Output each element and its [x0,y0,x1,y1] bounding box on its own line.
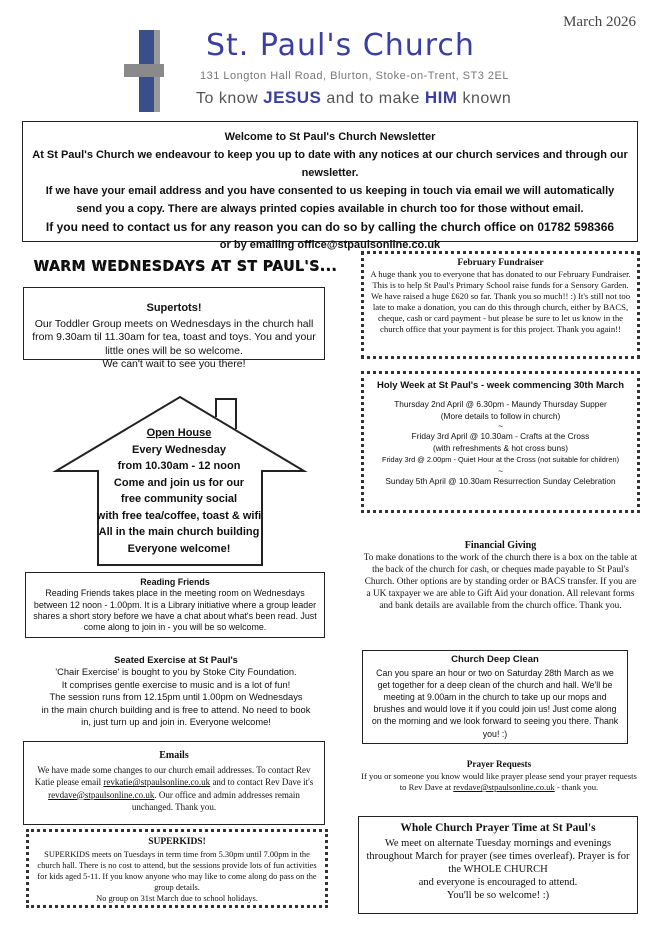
welcome-title: Welcome to St Paul's Church Newsletter [224,131,436,143]
open-house-line-7: Everyone welcome! [127,542,231,555]
rev-dave-email-link[interactable]: revdave@stpaulsonline.co.uk [48,789,155,800]
seated-line-3: The session runs from 12.15pm until 1.00pm on Wednesdays [49,692,303,703]
church-tagline [196,88,511,108]
church-address: 131 Longton Hall Road, Blurton, Stoke-on-Trent, ST3 2EL [200,70,509,82]
open-house-line-1: Every Wednesday [132,443,226,456]
financial-giving-body: To make donations to the work of the church there is a box on the table at the back of the church for cash, or cheques made payable to St Paul's Church. Other options are by standing order or BACS transfer. If you are a UK taxpayer we are able to Gift Aid your donation. All relevant forms and bank details are available from the church office. Thank you. [363,553,638,612]
open-house-line-6: All in the main church building [98,526,260,538]
february-fundraiser-box [361,251,640,359]
prayer-requests-title: Prayer Requests [466,759,532,769]
whole-church-prayer-title: Whole Church Prayer Time at St Paul's [400,822,596,834]
open-house-line-2: from 10.30am - 12 noon [117,460,241,472]
superkids-box [26,829,328,908]
financial-giving-title: Financial Giving [464,540,537,551]
seated-exercise-section [22,654,330,728]
holy-week-event-4: Sunday 5th April @ 10.30am Resurrection Sunday Celebration [385,475,616,486]
reading-friends-box [25,572,325,638]
supertots-body: Our Toddler Group meets on Wednesdays in the church hall from 9.30am til 11.30am for tea, toast and toys. You and your little ones will be so welcome. [32,317,316,357]
open-house-line-3: Come and join us for our [113,476,245,489]
rev-katie-email-link[interactable]: revkatie@stpaulsonline.co.uk [103,777,211,788]
superkids-closing: No group on 31st March due to school holidays. [96,894,258,903]
february-fundraiser-title: February Fundraiser [457,258,544,268]
superkids-body: SUPERKIDS meets on Tuesdays in term time from 5.30pm until 7.00pm in the church hall. There is no cost to attend, but the sessions provide lots of fun activities for kids aged 5-11. If you know anyone who may like to come along do pass on the group details. [37,850,317,892]
tagline-jesus: JESUS [263,88,322,107]
seated-exercise-title: Seated Exercise at St Paul's [114,655,238,665]
welcome-line-1: At St Paul's Church we endeavour to keep you up to date with any notices at our church services and through our newsletter. [32,149,628,179]
tagline-him: HIM [424,88,458,107]
holy-week-event-1-note: (More details to follow in church) [440,411,561,422]
church-name: St. Paul's Church [206,28,475,63]
february-fundraiser-body: A huge thank you to everyone that has donated to our February Fundraiser. This is to help St Paul's Primary School raise funds for a Sensory Garden. We have raised a huge £620 so far. Thank you so much!! :) It's still not too late to make a donation, you can do this through church, either by BACS, cheque, cash or card payment - but please be sure to let us know in the church office that your payment is for this project. Thank you again!! [370,269,631,334]
emails-text-2: and to contact Rev Dave it's [210,777,314,788]
seated-line-2: It comprises gentle exercise to music and is a lot of fun! [61,679,291,690]
tagline-post: known [457,90,512,107]
supertots-title: Supertots! [146,302,202,314]
whole-church-prayer-line-3: You'll be so welcome! :) [446,890,550,901]
holy-week-title: Holy Week at St Paul's - week commencing 30th March [376,380,625,391]
newsletter-date: March 2026 [563,14,636,30]
welcome-line-5: or by emailing office@stpaulsonline.co.uk [219,239,441,251]
warm-wednesdays-heading: WARM WEDNESDAYS AT ST PAUL'S... [34,259,338,275]
holy-week-event-2-note: (with refreshments & hot cross buns) [432,443,569,454]
emails-title: Emails [159,750,189,761]
holy-week-separator-2: ~ [498,465,503,476]
emails-body [32,764,316,813]
tagline-pre: To know [196,90,264,107]
reading-friends-body: Reading Friends takes place in the meeting room on Wednesdays between 12 noon - 1.00pm. It is a Library initiative where a group leader shares a short story before we have a chat about what's been read. Just come along to join in - you will be so welcome. [33,588,317,633]
holy-week-separator-1: ~ [498,421,503,432]
emails-text-1: We have made some changes to our church email addresses. To contact Rev Katie please email [34,765,311,788]
supertots-box [23,287,325,370]
reading-friends-title: Reading Friends [140,577,210,587]
prayer-requests-section [360,759,638,793]
tagline-mid: and to make [321,90,425,107]
seated-line-4: in the main church building and is free to attend. No need to book [41,704,311,715]
holy-week-event-3: Friday 3rd @ 2.00pm - Quiet Hour at the Cross (not suitable for children) [381,455,620,465]
whole-church-prayer-line-1: We meet on alternate Tuesday mornings and evenings throughout March for prayer (see times overleaf). Prayer is for the WHOLE CHURCH [366,838,630,875]
holy-week-box [361,371,640,513]
seated-line-5: in, just turn up and join in. Everyone welcome! [81,717,271,728]
welcome-line-3: send you a copy. There are always printed copies available in church too for those without email. [76,203,584,215]
deep-clean-body: Can you spare an hour or two on Saturday 28th March as we get together for a deep clean of the church and hall. We'll be meeting at 9.00am in the church to take up our mops and brushes and would love it if you could join us! Just come along on the morning and we look forward to seeing you there. Thank you! :) [371,668,619,739]
open-house-title: Open House [146,427,212,439]
deep-clean-box [362,650,628,744]
emails-text-3: . Our office and admin addresses remain unchanged. Thank you. [131,789,300,812]
holy-week-event-2: Friday 3rd April @ 10.30am - Crafts at the Cross [411,431,590,442]
welcome-line-4: If you need to contact us for any reason you can do so by calling the church office on 01782 598366 [45,220,615,234]
open-house-text [96,425,262,557]
open-house-line-4: free community social [120,493,238,505]
prayer-requests-body [360,771,638,793]
whole-church-prayer-line-2: and everyone is encouraged to attend. [418,877,578,888]
superkids-title: SUPERKIDS! [148,837,206,847]
whole-church-prayer-box [358,816,638,914]
welcome-line-2: If we have your email address and you have consented to us keeping in touch via email we will automatically [45,185,615,197]
financial-giving-section [363,540,638,613]
emails-box [23,741,325,825]
prayer-requests-email-link[interactable]: revdave@stpaulsonline.co.uk [453,782,555,792]
prayer-requests-text-1: If you or someone you know would like prayer please send your prayer requests to Rev Dave at [361,771,637,792]
open-house-line-5: with free tea/coffee, toast & wifi [96,509,262,522]
welcome-box [22,121,638,251]
church-logo-crossbar [124,64,164,77]
holy-week-event-1: Thursday 2nd April @ 6.30pm - Maundy Thursday Supper [394,399,607,410]
supertots-closing: We can't wait to see you there! [102,358,246,370]
seated-line-1: 'Chair Exercise' is bought to you by Stoke City Foundation. [55,667,297,678]
deep-clean-title: Church Deep Clean [451,654,539,665]
prayer-requests-text-2: - thank you. [554,782,599,792]
